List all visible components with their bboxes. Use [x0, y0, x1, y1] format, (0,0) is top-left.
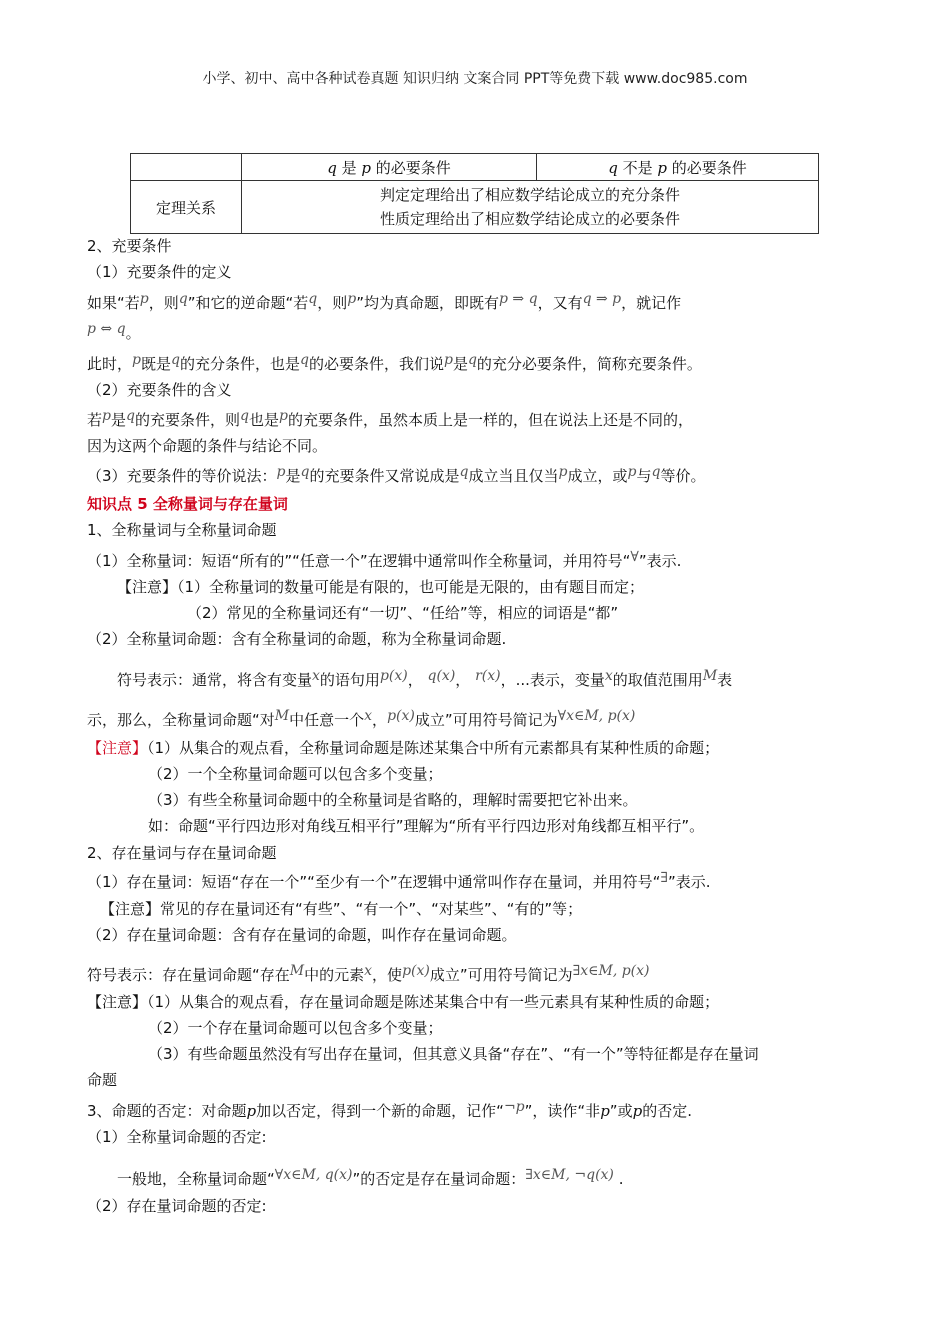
note-line: 【注意】常见的存在量词还有“有些”、“有一个”、“对某些”、“有的”等；	[100, 900, 583, 918]
text-line: 符号表示：存在量词命题“存在M中的元素x，使p(x)成立”可用符号简记为∃x∈M, p(x)	[87, 963, 650, 984]
note-line: 命题	[87, 1071, 118, 1089]
subheading: （2）存在量词命题的否定:	[87, 1197, 267, 1215]
text-line: 此时，p既是q的充分条件，也是q的必要条件，我们说p是q的充分必要条件，简称充要条件。	[87, 352, 702, 373]
text-line: 3、命题的否定：对命题p加以否定，得到一个新的命题，记作“¬p”，读作“非p”或p的否定.	[87, 1099, 692, 1120]
text-line: （1）存在量词：短语“存在一个”“至少有一个”在逻辑中通常叫作存在量词，并用符号“∃”表示.	[87, 870, 711, 891]
subheading: （2）充要条件的含义	[87, 381, 232, 399]
text-line: 示，那么，全称量词命题“对M中任意一个x，p(x)成立”可用符号简记为∀x∈M, p(x)	[87, 708, 636, 729]
section-heading: 1、全称量词与全称量词命题	[87, 521, 277, 539]
section-heading: 2、充要条件	[87, 237, 172, 255]
note-line: 如：命题“平行四边形对角线互相平行”理解为“所有平行四边形对角线都互相平行”。	[148, 817, 705, 835]
note-line: 【注意】（1）从集合的观点看，全称量词命题是陈述某集合中所有元素都具有某种性质的命题；	[87, 739, 720, 757]
text-line: （1）全称量词：短语“所有的”“任意一个”在逻辑中通常叫作全称量词，并用符号“∀”表示.	[87, 549, 682, 570]
section-heading: 2、存在量词与存在量词命题	[87, 844, 277, 862]
note-line: （2）一个存在量词命题可以包含多个变量；	[148, 1019, 443, 1037]
text-line: 如果“若p，则q”和它的逆命题“若q，则p”均为真命题，即既有p ⇒ q，又有q ⇒ p，就记作	[87, 291, 682, 312]
note-line: （2）常见的全称量词还有“一切”、“任给”等，相应的词语是“都”	[187, 604, 619, 622]
note-line: 【注意】（1）全称量词的数量可能是有限的，也可能是无限的，由有题目而定；	[117, 578, 645, 596]
text-line: （2）全称量词命题：含有全称量词的命题，称为全称量词命题.	[87, 630, 507, 648]
subheading: （1）全称量词命题的否定:	[87, 1128, 267, 1146]
table-cell: q 是 p 的必要条件	[242, 154, 537, 181]
note-line: 【注意】（1）从集合的观点看，存在量词命题是陈述某集合中有一些元素具有某种性质的命题；	[87, 993, 720, 1011]
text-line: （2）存在量词命题：含有存在量词的命题，叫作存在量词命题。	[87, 926, 517, 944]
text-line: p ⇔ q。	[87, 321, 141, 342]
note-line: （3）有些命题虽然没有写出存在量词，但其意义具备“存在”、“有一个”等特征都是存在量词	[148, 1045, 759, 1063]
table-cell: 定理关系	[131, 181, 242, 234]
table-row	[131, 181, 819, 234]
table-cell	[131, 154, 242, 181]
table-cell: q 不是 p 的必要条件	[537, 154, 819, 181]
text-line: 一般地，全称量词命题“∀x∈M, q(x)”的否定是存在量词命题：∃x∈M, ¬q(x) .	[117, 1167, 624, 1188]
page-header: 小学、初中、高中各种试卷真题 知识归纳 文案合同 PPT等免费下载 www.doc985.com	[202, 71, 748, 87]
subheading: （1）充要条件的定义	[87, 263, 232, 281]
knowledge-point-title: 知识点 5 全称量词与存在量词	[87, 495, 288, 513]
note-line: （2）一个全称量词命题可以包含多个变量；	[148, 765, 443, 783]
text-line: 因为这两个命题的条件与结论不同。	[87, 437, 328, 455]
table-row	[131, 154, 819, 181]
text-line: 若p是q的充要条件，则q也是p的充要条件，虽然本质上是一样的，但在说法上还是不同的，	[87, 408, 693, 429]
note-line: （3）有些全称量词命题中的全称量词是省略的，理解时需要把它补出来。	[148, 791, 638, 809]
table-cell: 判定定理给出了相应数学结论成立的充分条件 性质定理给出了相应数学结论成立的必要条件	[242, 181, 819, 234]
text-line: （3）充要条件的等价说法：p是q的充要条件又常说成是q成立当且仅当p成立，或p与q等价。	[87, 464, 706, 485]
text-line: 符号表示：通常，将含有变量x的语句用p(x)， q(x)， r(x)，...表示，变量x的取值范围用M表	[117, 668, 733, 689]
condition-table	[130, 153, 819, 234]
